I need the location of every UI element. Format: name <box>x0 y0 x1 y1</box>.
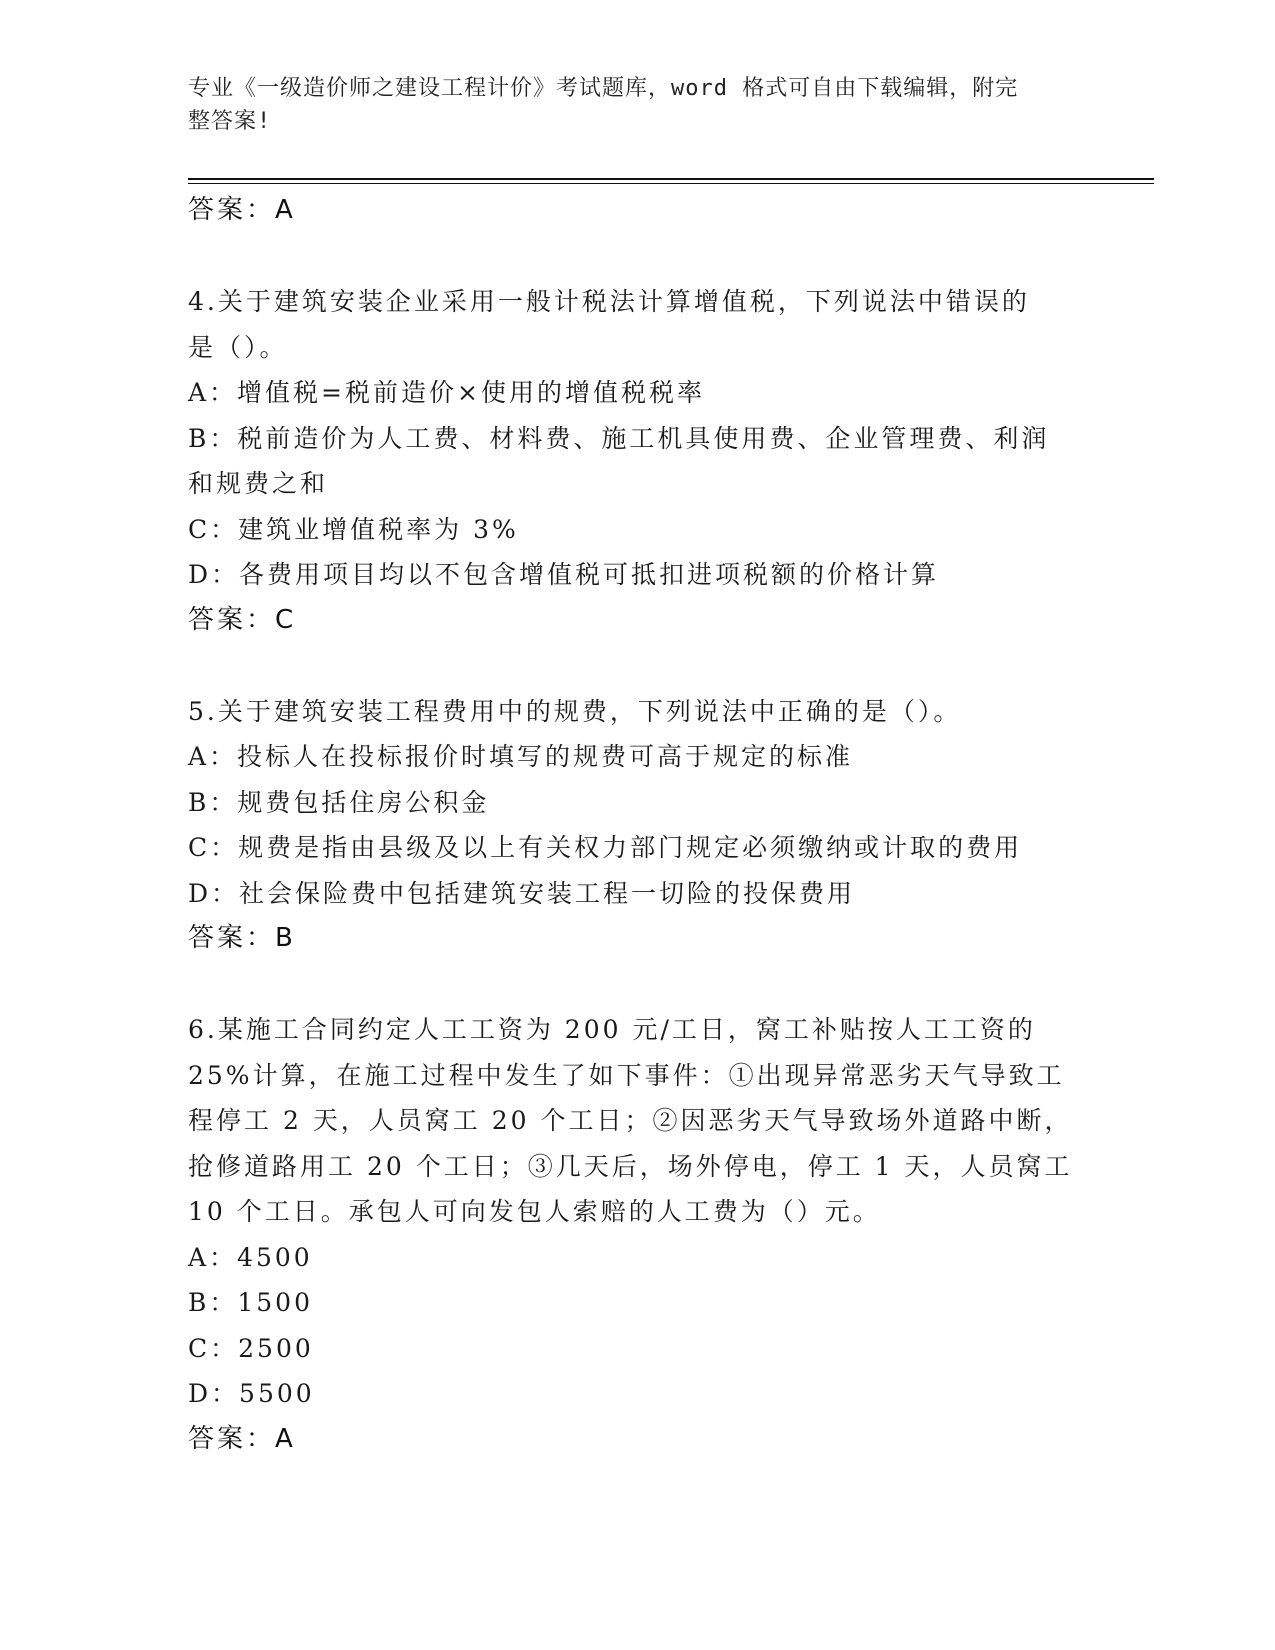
question-stem-line: 10 个工日。承包人可向发包人索赔的人工费为（）元。 <box>188 1197 881 1226</box>
question-stem-line: 是（）。 <box>188 332 288 362</box>
header-line-2: 整答案! <box>188 109 272 134</box>
spacer <box>188 234 1088 280</box>
question-4 <box>188 279 1088 643</box>
question-stem-line: 抢修道路用工 20 个工日；③几天后，场外停电，停工 1 天，人员窝工 <box>188 1151 1073 1181</box>
option-d: D：各费用项目均以不包含增值税可抵扣进项税额的价格计算 <box>188 560 940 589</box>
spacer <box>188 643 1088 689</box>
header-line-1: 专业《一级造价师之建设工程计价》考试题库，word 格式可自由下载编辑，附完 <box>188 76 1019 101</box>
option-b-continued: 和规费之和 <box>188 469 329 498</box>
answer: 答案：C <box>188 604 297 635</box>
question-5 <box>188 689 1088 962</box>
answer: 答案：A <box>188 1423 296 1454</box>
option-b: B：规费包括住房公积金 <box>188 787 490 817</box>
question-6 <box>188 1007 1088 1462</box>
document-header <box>188 72 1088 138</box>
question-list <box>188 188 1088 1462</box>
previous-answer: 答案：A <box>188 195 296 225</box>
question-stem-line: 25%计算，在施工过程中发生了如下事件：①出现异常恶劣天气导致工 <box>188 1060 1065 1090</box>
option-a: A：4500 <box>188 1242 313 1272</box>
option-a: A：投标人在投标报价时填写的规费可高于规定的标准 <box>188 742 854 771</box>
option-c: C：建筑业增值税率为 3% <box>188 514 519 544</box>
spacer <box>188 962 1088 1008</box>
question-stem-line: 4.关于建筑安装企业采用一般计税法计算增值税，下列说法中错误的 <box>188 287 1030 316</box>
question-stem-line: 6.某施工合同约定人工工资为 200 元/工日，窝工补贴按人工工资的 <box>188 1015 1036 1044</box>
option-a: A：增值税=税前造价×使用的增值税税率 <box>188 378 705 407</box>
question-stem-line: 5.关于建筑安装工程费用中的规费，下列说法中正确的是（）。 <box>188 696 962 726</box>
question-stem-line: 程停工 2 天，人员窝工 20 个工日；②因恶劣天气导致场外道路中断， <box>188 1106 1073 1135</box>
header-rule-thick <box>188 178 1154 180</box>
answer: 答案：B <box>188 923 296 953</box>
option-b: B：税前造价为人工费、材料费、施工机具使用费、企业管理费、利润 <box>188 423 1050 453</box>
header-rule-thin <box>188 183 1154 184</box>
option-c: C：规费是指由县级及以上有关权力部门规定必须缴纳或计取的费用 <box>188 833 1023 862</box>
option-c: C：2500 <box>188 1333 314 1363</box>
option-d: D：5500 <box>188 1379 315 1408</box>
option-d: D：社会保险费中包括建筑安装工程一切险的投保费用 <box>188 878 856 908</box>
option-b: B：1500 <box>188 1288 313 1317</box>
